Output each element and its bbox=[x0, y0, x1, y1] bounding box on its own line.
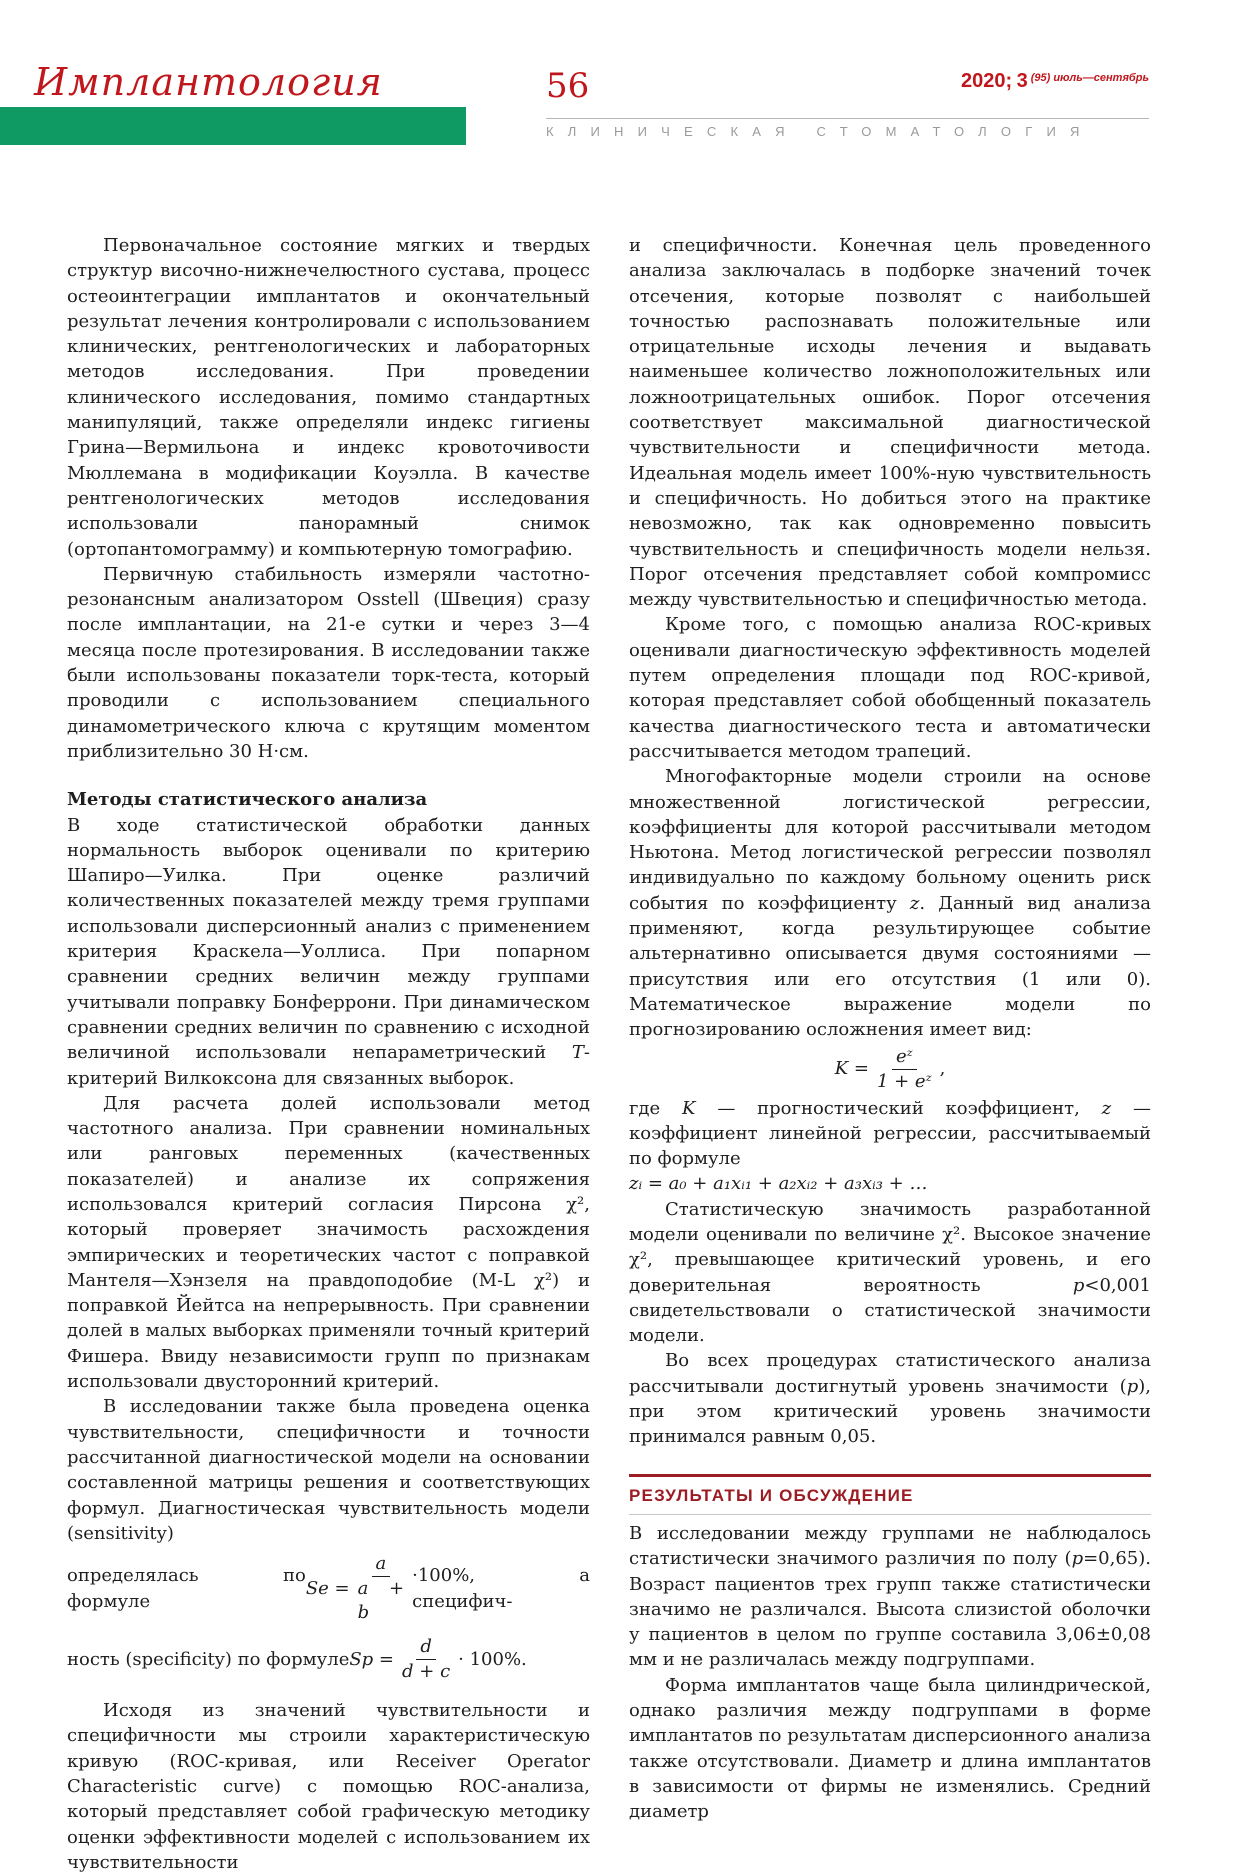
issue-number: 3 bbox=[1016, 70, 1028, 92]
section-heading-results: РЕЗУЛЬТАТЫ И ОБСУЖДЕНИЕ bbox=[629, 1483, 1151, 1515]
specificity-formula: ность (specificity) по формуле Sp = $\frac{d}{d + c}$ · 100%. bbox=[67, 1636, 527, 1683]
paragraph: Статистическую значимость разработанной модели оценивали по величине χ². Высокое значение χ², превышающее критический уровень, и его доверительная вероятность p<0,001 свидетельствовали о статистической значимости модели. bbox=[629, 1198, 1151, 1347]
paragraph: Для расчета долей использовали метод частотного анализа. При сравнении номинальных или ранговых переменных (качественных показателей) и анализе их сопряжения использовался критерий согласия Пирсона χ², который проверяет значимость расхождения эмпирических и теоретических частот с поправкой Мантеля—Хэнзеля на правдоподобие (M-L χ²) и поправкой Йейтса на непрерывность. При сравнении долей в малых выборках применяли точный критерий Фишера. Ввиду независимости групп по признакам использовали двусторонний критерий. bbox=[67, 1092, 590, 1393]
paragraph: В ходе статистической обработки данных нормальность выборок оценивали по критерию Шапиро—Уилка. При оценке различий количественных показателей между тремя группами использовали дисперсионный анализ с применением критерия Краскела—Уоллиса. При попарном сравнении средних величин между группами учитывали поправку Бонферрони. При динамическом сравнении средних величин по сравнению с исходной величиной использовали непараметрический T-критерий Вилкоксона для связанных выборок. bbox=[67, 814, 590, 1089]
paragraph: Кроме того, с помощью анализа ROC-кривых оценивали диагностическую эффективность моделей путем определения площади под ROC-кривой, которая представляет собой обобщенный показатель качества диагностического теста и автоматически рассчитывается методом трапеций. bbox=[629, 614, 1151, 762]
right-column bbox=[629, 233, 1151, 1825]
header-rule bbox=[546, 118, 1149, 119]
paragraph: Исходя из значений чувствительности и специфичности мы строили характеристическую кривую (ROC-кривая, или Receiver Operator Characteristic curve) с помощью ROC-анализа, который представляет собой графическую методику оценки эффективности моделей с использованием их чувствительности bbox=[67, 1700, 590, 1873]
paragraph: Первоначальное состояние мягких и твердых структур височно-нижнечелюстного сустава, процесс остеоинтеграции имплантатов и окончательный результат лечения контролировали с использованием клинических, рентгенологических и лабораторных методов исследования. При проведении клинического исследования, помимо стандартных манипуляций, также определяли индекс гигиены Грина—Вермильона и индекс кровоточивости Мюллемана в модификации Коуэлла. В качестве рентгенологических методов исследования использовали панорамный снимок (ортопантомограмму) и компьютерную томографию. bbox=[67, 235, 590, 560]
paragraph: В исследовании между группами не наблюдалось статистически значимого различия по полу (p=0,65). Возраст пациентов трех групп также статистически значимо не различался. Высота слизистой оболочки у пациентов в целом по группе составила 3,06±0,08 мм и не различалась между подгруппами. bbox=[629, 1522, 1151, 1671]
paragraph: Многофакторные модели строили на основе множественной логистической регрессии, коэффициенты для которой рассчитывали методом Ньютона. Метод логистической регрессии позволял индивидуально по каждому больному оценить риск события по коэффициенту z. Данный вид анализа применяют, когда результирующее событие альтернативно описывается двумя состояниями — присутствия или его отсутствия (1 или 0). Математическое выражение модели по прогнозированию осложнения имеет вид: bbox=[629, 766, 1151, 1041]
journal-brand: Имплантология bbox=[34, 60, 383, 104]
left-column bbox=[67, 233, 590, 1875]
page-number: 56 bbox=[546, 66, 590, 106]
paragraph: где K — прогностический коэффициент, z — коэффициент линейной регрессии, рассчитываемый по формуле bbox=[629, 1097, 1151, 1170]
issue-year: 2020; bbox=[960, 70, 1013, 92]
paragraph: Первичную стабильность измеряли частотно-резонансным анализатором Osstell (Швеция) сразу после имплантации, на 21-е сутки и через 3—4 месяца после протезирования. В исследовании также были использованы показатели торк-теста, который проводили с использованием специального динамометрического ключа с крутящим моментом приблизительно 30 Н·см. bbox=[67, 563, 590, 762]
section-name: КЛИНИЧЕСКАЯ СТОМАТОЛОГИЯ bbox=[546, 124, 1094, 139]
regression-formula: zᵢ = a₀ + a₁xᵢ₁ + a₂xᵢ₂ + a₃xᵢ₃ + … bbox=[629, 1173, 928, 1195]
issue-months: (95) июль—сентябрь bbox=[1030, 71, 1149, 84]
paragraph: Форма имплантатов чаще была цилиндрической, однако различия между подгруппами в форме имплантатов по результатам дисперсионного анализа также отсутствовали. Диаметр и длина имплантатов в зависимости от фирмы не изменялись. Средний диаметр bbox=[629, 1674, 1151, 1823]
logistic-formula: K = $\frac{\text{eᶻ}}{\text{1 + eᶻ}}$ , bbox=[834, 1045, 946, 1092]
brand-green-bar bbox=[0, 107, 466, 145]
issue-info bbox=[961, 70, 1149, 93]
section-heading-methods: Методы статистического анализа bbox=[67, 789, 428, 811]
paragraph: В исследовании также была проведена оценка чувствительности, специфичности и точности рассчитанной диагностической модели на основании составленной матрицы решения и соответствующих формул. Диагностическая чувствительность модели (sensitivity) bbox=[67, 1396, 590, 1544]
sensitivity-formula: определялась по формуле Se = $\frac{a}{a + b}$ ·100%, а специфич- bbox=[67, 1553, 590, 1624]
paragraph: Во всех процедурах статистического анализа рассчитывали достигнутый уровень значимости (p), при этом критический уровень значимости принимался равным 0,05. bbox=[629, 1350, 1151, 1448]
paragraph: и специфичности. Конечная цель проведенного анализа заключалась в подборке значений точек отсечения, которые позволят с наибольшей точностью распознавать положительные или отрицательные исходы лечения и выдавать наименьшее количество ложноположительных или ложноотрицательных ошибок. Порог отсечения соответствует максимальной диагностической чувствительности и специфичности метода. Идеальная модель имеет 100%-ную чувствительность и специфичность. Но добиться этого на практике невозможно, так как одновременно повысить чувствительность и специфичность модели нельзя. Порог отсечения представляет собой компромисс между чувствительностью и специфичностью метода. bbox=[629, 235, 1151, 611]
results-rule bbox=[629, 1474, 1151, 1477]
page-header bbox=[0, 0, 1241, 150]
